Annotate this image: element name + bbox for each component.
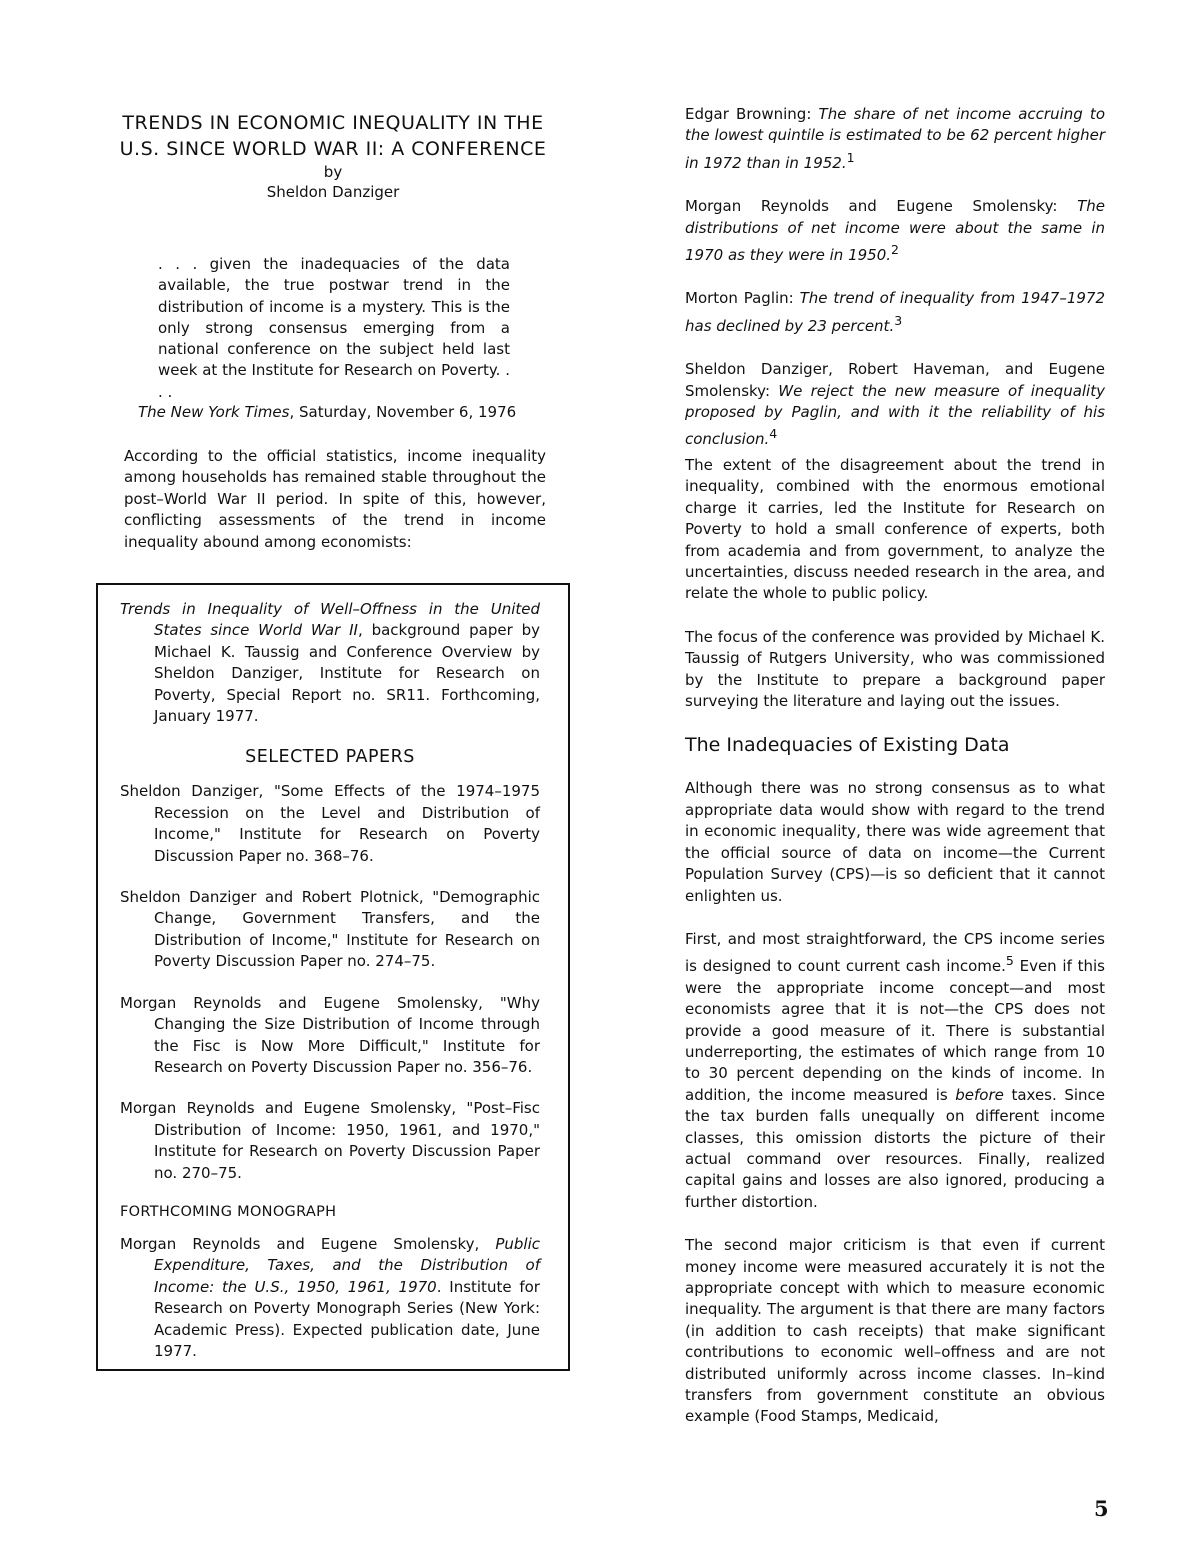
body-paragraph: The focus of the conference was provided by Michael K. Taussig of Rutgers University, who was commissioned by the Institute to prepare a background paper surveying the literature and laying out the issues. [685,627,1105,711]
background-paper [120,599,540,727]
footnote-marker: 4 [769,426,778,442]
paper-item: Morgan Reynolds and Eugene Smolensky, "Post–Fisc Distribution of Income: 1950, 1961, and 1970," Institute for Research on Poverty Discussion Paper no. 270–75. [120,1099,540,1182]
body-emphasis: before [955,1085,1004,1104]
monograph-authors: Morgan Reynolds and Eugene Smolensky, [120,1234,496,1253]
economist-quotes [685,104,1105,473]
author-name: Sheldon Danziger [266,183,400,201]
article-title: TRENDS IN ECONOMIC INEQUALITY IN THE U.S. SINCE WORLD WAR II: A CONFERENCE [119,112,547,160]
selected-papers-heading: SELECTED PAPERS [245,747,415,768]
page-number: 5 [1094,1496,1109,1521]
body-paragraph: The second major criticism is that even if current money income were measured accurately it is not the appropriate concept with which to measure economic inequality. The argument is that there are many factors (in addition to cash receipts) that make significant contributions to economic well–offness and are not distributed uniformly across income classes. In–kind transfers from government constitute an obvious example (Food Stamps, Medicaid, [685,1236,1105,1426]
body-paragraph: The extent of the disagreement about the trend in inequality, combined with the enormous emotional charge it carries, led the Institute for Research on Poverty to hold a small conference of experts, both from academia and from government, to analyze the uncertainties, discuss needed research in the area, and relate the whole to public policy. [685,456,1105,603]
quote-item [685,196,1105,266]
quote-text: We reject the new measure of inequality proposed by Paglin, and with it the reliability of his conclusion. [685,381,1105,449]
quote-item [685,104,1105,174]
epigraph-source [138,402,548,422]
body-text: First, and most straightforward, the CPS income series is designed to count current cash income. [685,929,1105,976]
source-publication: The New York Times [138,403,290,421]
monograph-heading: FORTHCOMING MONOGRAPH [120,1203,337,1220]
monograph-title: Public Expenditure, Taxes, and the Distribution of Income: the U.S., 1950, 1961, 1970 [154,1234,540,1296]
paper-item: Sheldon Danziger, "Some Effects of the 1974–1975 Recession on the Level and Distribution of Income," Institute for Research on Poverty Discussion Paper no. 368–76. [120,782,540,865]
quote-text: The share of net income accruing to the lowest quintile is estimated to be 62 percent higher in 1972 than in 1952. [685,105,1105,172]
section-heading: The Inadequacies of Existing Data [685,734,1010,757]
background-paper-details: , background paper by Michael K. Taussig and Conference Overview by Sheldon Danziger, Institute for Research on Poverty, Special Report no. SR11. Forthcoming, January 1977. [154,621,541,726]
background-paper-title: Trends in Inequality of Well–Offness in the United States since World War II [120,600,540,640]
paper-item: Sheldon Danziger and Robert Plotnick, "Demographic Change, Government Transfers, and the Distribution of Income," Institute for Research on Poverty Discussion Paper no. 274–75. [120,888,540,971]
paper-item: Morgan Reynolds and Eugene Smolensky, "Why Changing the Size Distribution of Income through the Fisc is Now More Difficult," Institute for Research on Poverty Discussion Paper no. 356–76. [120,993,540,1076]
footnote-marker: 1 [846,149,855,165]
quote-item [685,359,1105,451]
footnote-marker: 3 [894,312,903,328]
intro-paragraph: According to the official statistics, income inequality among households has remained stable throughout the post–World War II period. In spite of this, however, conflicting assessments of the trend in income inequality abound among economists: [124,447,546,551]
footnote-marker: 2 [891,242,899,258]
article-header [118,110,548,202]
quote-speaker: Morgan Reynolds and Eugene Smolensky: [685,197,1078,216]
quote-text: The distributions of net income were about the same in 1970 as they were in 1950. [685,197,1105,265]
quote-item [685,288,1105,337]
monograph-details: . Institute for Research on Poverty Monograph Series (New York: Academic Press). Expected publication date, June 1977. [154,1277,540,1360]
body-paragraph: Although there was no strong consensus as to what appropriate data would show with regard to the trend in economic inequality, there was wide agreement that the official source of data on income—the Current Population Survey (CPS)—is so deficient that it cannot enlighten us. [685,779,1105,905]
quote-speaker: Edgar Browning: [685,105,819,123]
body-text: taxes. Since the tax burden falls unequally on different income classes, this omission distorts the picture of their actual command over resources. Finally, realized capital gains and losses are also ignored, producing a further distortion. [685,1085,1105,1211]
quote-speaker: Sheldon Danziger, Robert Haveman, and Eugene Smolensky: [685,360,1105,400]
byline-by: by [323,163,343,181]
quote-text: The trend of inequality from 1947–1972 has declined by 23 percent. [685,289,1105,335]
quote-speaker: Morton Paglin: [685,289,800,308]
body-text: Even if this were the appropriate income concept—and most economists agree that it is not—the CPS does not provide a good measure of it. There is substantial underreporting, the estimates of which range from 10 to 30 percent depending on the kinds of income. In addition, the income measured is [685,957,1105,1104]
article-body [685,455,1105,1450]
source-date: , Saturday, November 6, 1976 [289,403,517,421]
sidebar-box [96,583,570,1371]
epigraph: . . . given the inadequacies of the data available, the true postwar trend in the distribution of income is a mystery. This is the only strong consensus emerging from a national conference on the subject held last week at the Institute for Research on Poverty. . . . [158,255,510,401]
monograph-item [120,1234,540,1362]
body-paragraph [685,929,1105,1213]
footnote-marker: 5 [1005,953,1014,969]
